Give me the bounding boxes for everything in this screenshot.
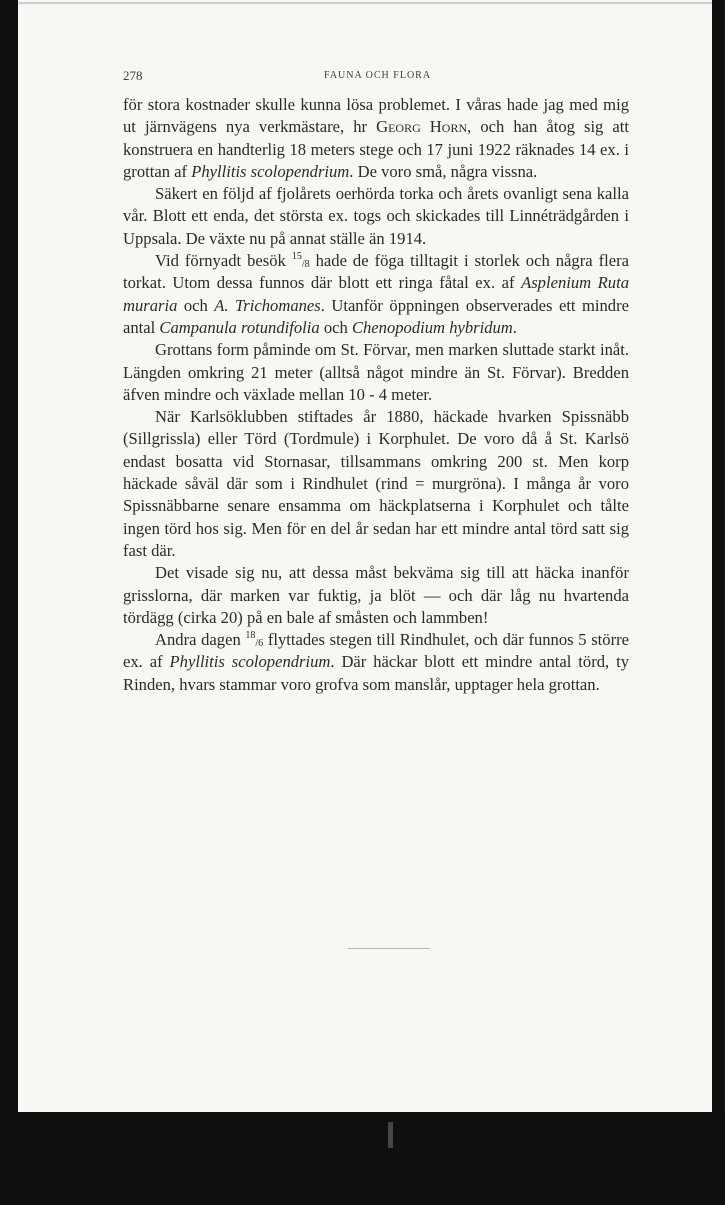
date-fraction-denominator: /8: [301, 259, 310, 271]
paragraph-1: för stora kostnader skulle kunna lösa problemet. I våras hade jag med mig ut järnvägens nya verkmästare, hr Georg Horn, och han åtog sig att konstruera en handterlig 18 meters stege och 17 juni 1922 räknades 14 ex. i grottan af Phyllitis scolopendrium. De voro små, några vissna.: [123, 95, 629, 181]
date-fraction-numerator: 15: [291, 251, 302, 263]
species-name: Phyllitis scolopendrium: [191, 161, 350, 181]
species-name: Asplenium Ruta muraria: [123, 273, 630, 315]
paragraph-5: När Karlsöklubben stiftades år 1880, häckade hvarken Spissnäbb (Sillgrissla) eller Törd (Tordmule) i Korphulet. De voro då å St. Karlsö endast bosatta vid Stornasar, tillsammans omkring 200 st. Men korp häckade såväl där som i Rindhulet (rind = murgröna). I många år voro Spissnäbbarne senare ensamma om häckplatserna i Korphulet och tålte ingen törd hos sig. Men för en del år sedan har ett mindre antal törd satt sig fast där.: [123, 407, 629, 560]
species-name: Campanula rotundifolia: [159, 317, 320, 337]
end-rule: [348, 948, 430, 949]
date-fraction-denominator: /6: [255, 638, 264, 650]
paragraph-6: Det visade sig nu, att dessa måst bekväma sig till att häcka inanför grisslorna, där marken var fuktig, ja blöt — och där låg nu hvartenda tördägg (cirka 20) på en bale af småsten och lammben!: [123, 563, 629, 627]
book-page: [18, 0, 712, 1112]
paragraph-4: Grottans form påminde om St. Förvar, men marken sluttade starkt inåt. Längden omkring 21 meter (alltså något mindre än St. Förvar). Bredden äfven mindre och växlade mellan 10 - 4 meter.: [123, 340, 629, 404]
person-name: Georg Horn: [376, 117, 468, 137]
species-name: Chenopodium hybridum: [351, 317, 513, 337]
paragraph-7: Andra dagen $^{18}_{/6}$ flyttades stegen till Rindhulet, och där funnos 5 större ex. af Phyllitis scolopendrium. Där häckar blott ett mindre antal törd, ty Rinden, hvars stammar voro grofva som manslår, upptager hela grottan.: [123, 630, 629, 694]
species-name: A. Trichomanes: [214, 295, 321, 315]
running-title: FAUNA OCH FLORA: [324, 70, 432, 81]
species-name: Phyllitis scolopendrium: [169, 652, 331, 672]
page-top-edge: [18, 2, 712, 4]
scan-artifact: [388, 1122, 393, 1148]
paragraph-3: Vid förnyadt besök $^{15}_{/8}$ hade de föga tilltagit i storlek och några flera torkat. Utom dessa funnos där blott ett ringa fåtal ex. af Asplenium Ruta muraria och A. Trichomanes. Utanför öppningen observerades ett mindre antal Campanula rotundifolia och Chenopodium hybridum.: [123, 251, 630, 337]
paragraph-2: Säkert en följd af fjolårets oerhörda torka och årets ovanligt sena kalla vår. Blott ett enda, det största ex. togs och skickades till Linnéträdgården i Uppsala. De växte nu på annat ställe än 1914.: [123, 184, 629, 248]
body-text: [123, 94, 629, 696]
date-fraction-numerator: 18: [245, 630, 256, 642]
page-number: 278: [123, 68, 143, 83]
